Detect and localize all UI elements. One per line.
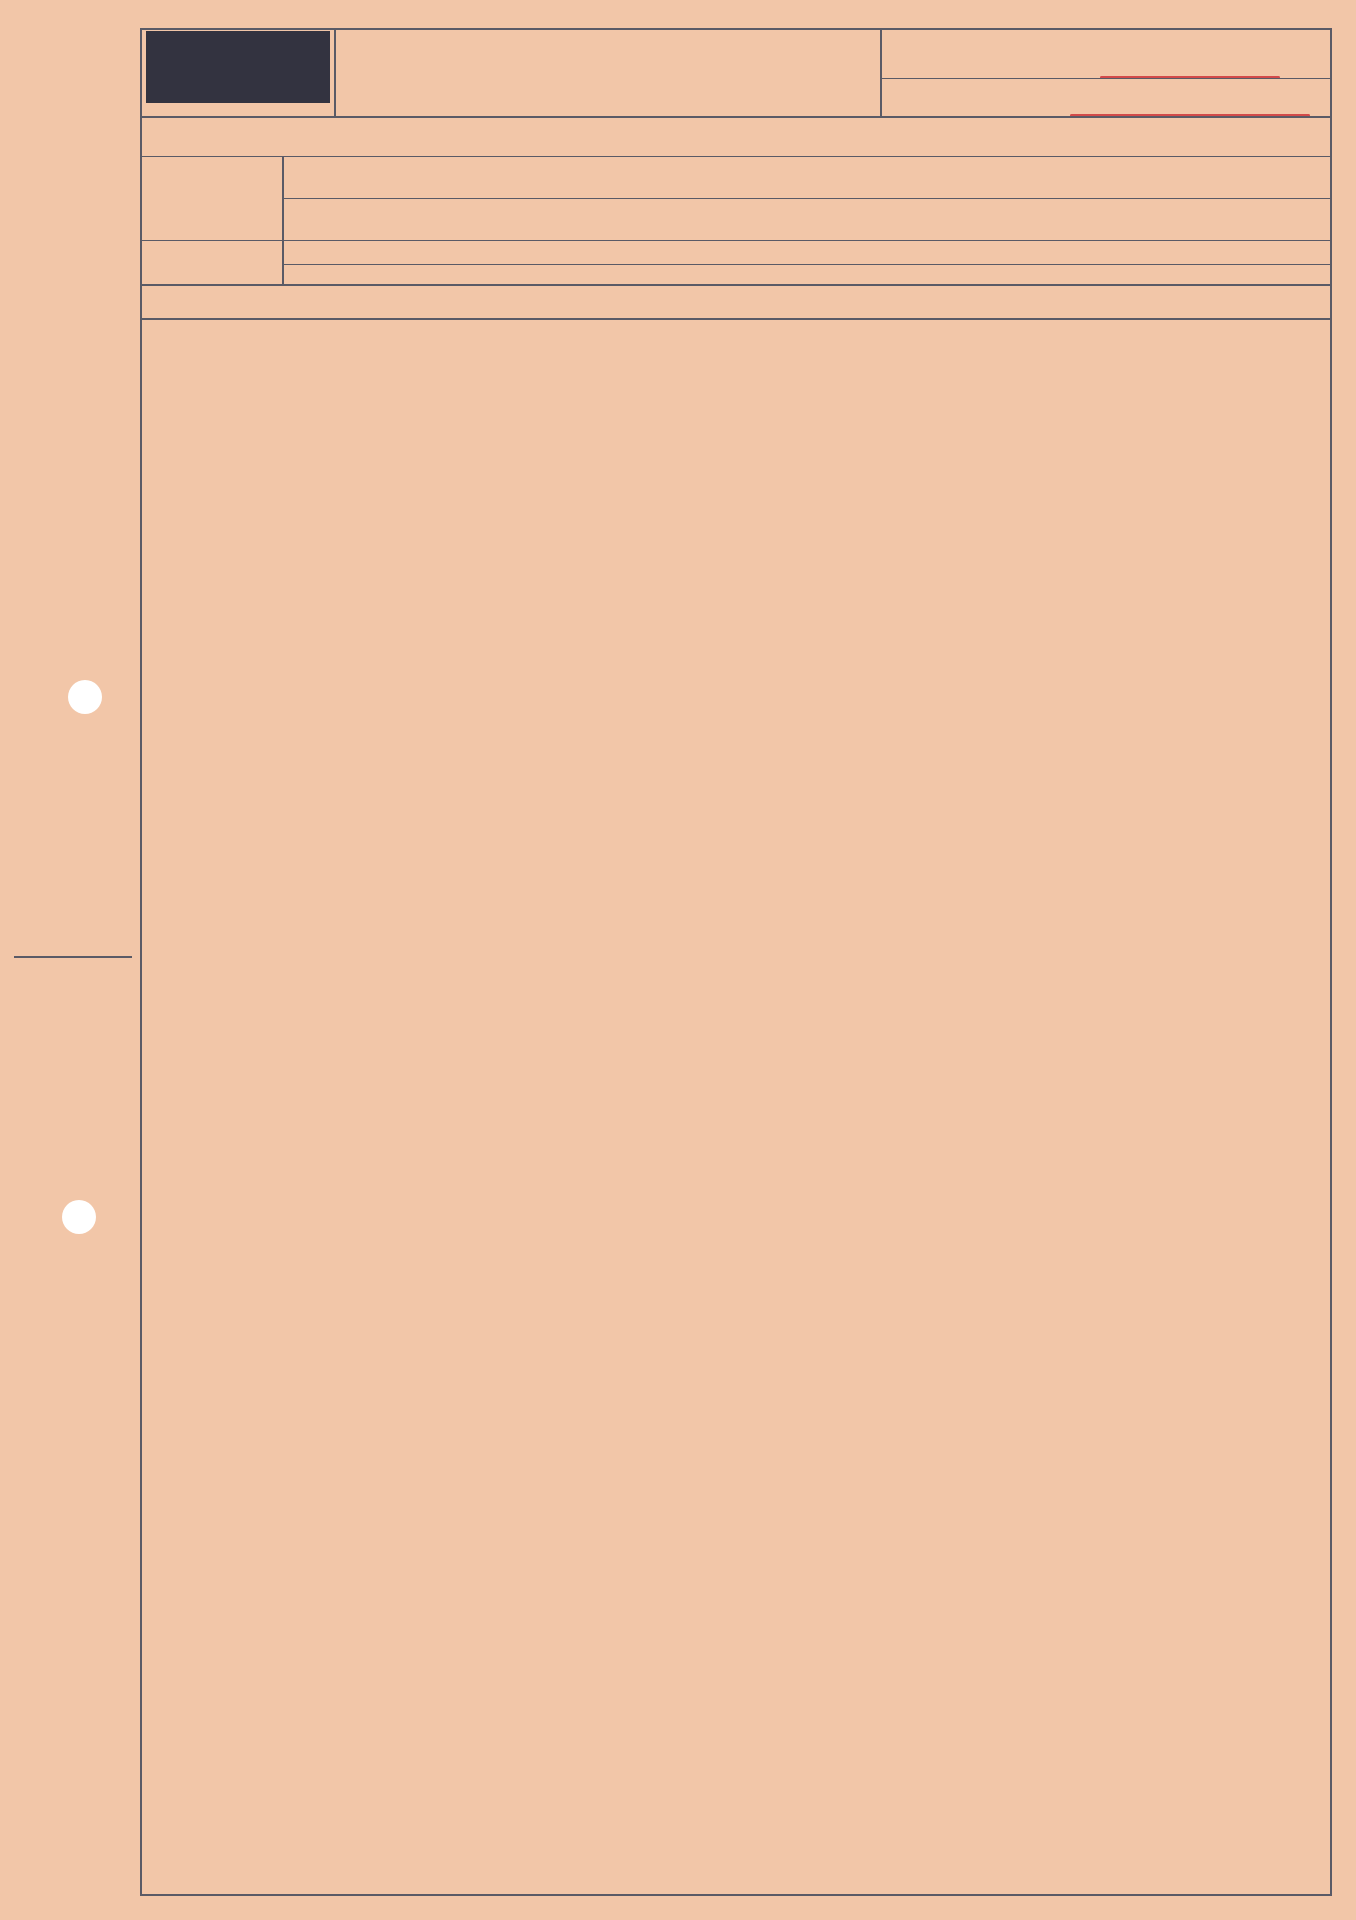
ts-line-1	[282, 198, 1332, 199]
punch-hole-top	[68, 680, 102, 714]
ts-line-2	[140, 240, 1332, 241]
ti-line	[282, 264, 1332, 265]
fold-mark	[14, 956, 132, 958]
tipo-row-line	[140, 156, 1332, 157]
logo-divider	[334, 28, 336, 116]
punch-hole-bottom	[62, 1200, 96, 1234]
form-frame	[140, 28, 1332, 1896]
condicoes-line	[140, 318, 1332, 320]
aeg-logo	[146, 31, 330, 103]
title-divider	[880, 28, 882, 116]
cliente-row-line	[880, 78, 1332, 79]
header-bottom-line	[140, 116, 1332, 118]
ti-bottom-line	[140, 284, 1332, 286]
